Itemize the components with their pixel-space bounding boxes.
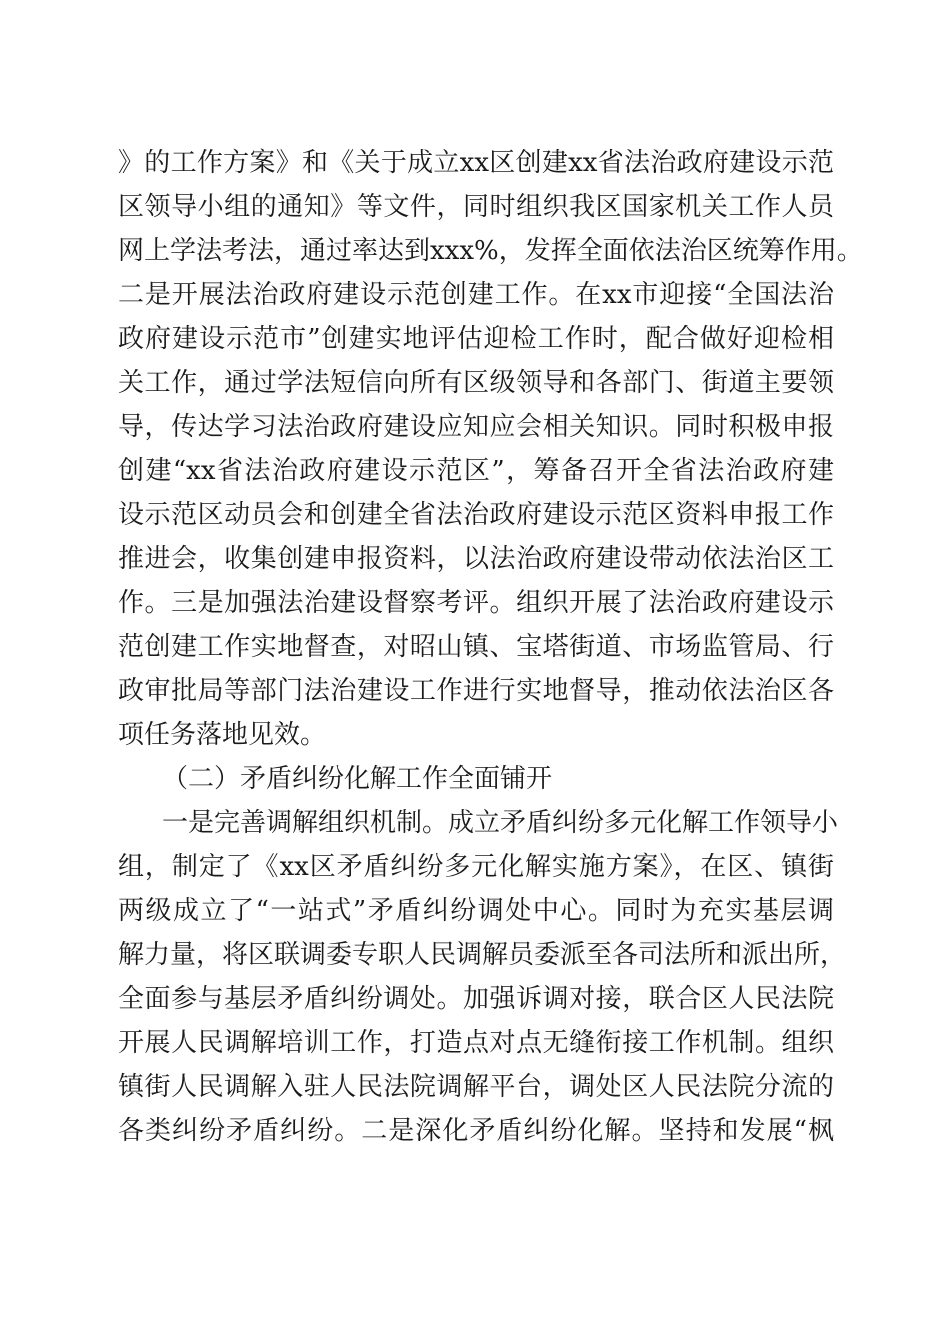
paragraph-line: 二是开展法治政府建设示范创建工作。在xx市迎接“全国法治 (118, 280, 834, 310)
paragraph-line: 全面参与基层矛盾纠纷调处。加强诉调对接，联合区人民法院 (118, 984, 834, 1014)
paragraph-line: 政审批局等部门法治建设工作进行实地督导，推动依法治区各 (118, 676, 834, 706)
paragraph-line: 镇街人民调解入驻人民法院调解平台，调处区人民法院分流的 (118, 1072, 834, 1102)
paragraph-line: 各类纠纷矛盾纠纷。二是深化矛盾纠纷化解。坚持和发展“枫 (118, 1116, 834, 1146)
paragraph-line: 创建“xx省法治政府建设示范区”，筹备召开全省法治政府建 (118, 456, 834, 486)
paragraph-line: 设示范区动员会和创建全省法治政府建设示范区资料申报工作 (118, 500, 834, 530)
paragraph-line: 作。三是加强法治建设督察考评。组织开展了法治政府建设示 (118, 588, 834, 618)
paragraph-line: 解力量，将区联调委专职人民调解员委派至各司法所和派出所， (118, 940, 847, 970)
paragraph-line: 政府建设示范市”创建实地评估迎检工作时，配合做好迎检相 (118, 324, 834, 354)
paragraph-line: 推进会，收集创建申报资料，以法治政府建设带动依法治区工 (118, 544, 834, 574)
paragraph-line: 两级成立了“一站式”矛盾纠纷调处中心。同时为充实基层调 (118, 896, 834, 926)
paragraph-line: 区领导小组的通知》等文件，同时组织我区国家机关工作人员 (118, 192, 834, 222)
paragraph-line: 》的工作方案》和《关于成立xx区创建xx省法治政府建设示范 (118, 148, 834, 178)
paragraph-line: 导，传达学习法治政府建设应知应会相关知识。同时积极申报 (118, 412, 834, 442)
paragraph-line: 范创建工作实地督查，对昭山镇、宝塔街道、市场监管局、行 (118, 632, 834, 662)
paragraph-line: 组，制定了《xx区矛盾纠纷多元化解实施方案》，在区、镇街 (118, 852, 834, 882)
section-heading: （二）矛盾纠纷化解工作全面铺开 (162, 764, 553, 794)
paragraph-line: 开展人民调解培训工作，打造点对点无缝衔接工作机制。组织 (118, 1028, 834, 1058)
paragraph-line: 一是完善调解组织机制。成立矛盾纠纷多元化解工作领导小 (162, 808, 839, 838)
paragraph-line: 网上学法考法，通过率达到xxx%，发挥全面依法治区统筹作用。 (118, 236, 863, 266)
paragraph-line: 关工作，通过学法短信向所有区级领导和各部门、街道主要领 (118, 368, 834, 398)
paragraph-line: 项任务落地见效。 (118, 720, 327, 750)
